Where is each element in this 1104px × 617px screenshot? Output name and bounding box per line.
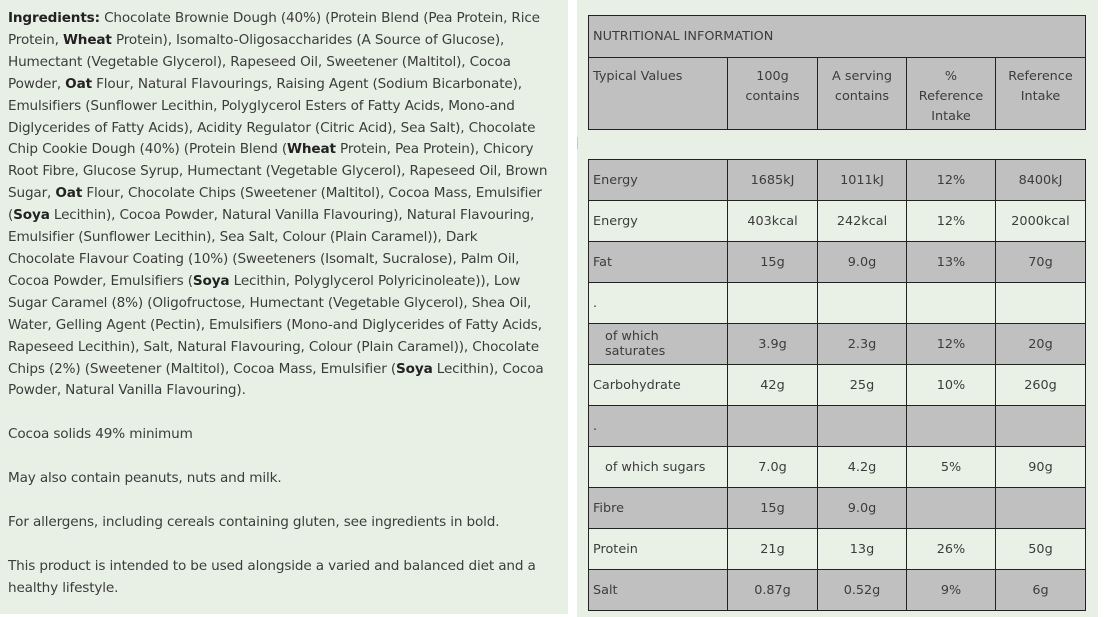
- value-serving: 242kcal: [818, 201, 907, 242]
- nutrition-row: [589, 283, 1086, 324]
- value-100g: 1685kJ: [728, 160, 818, 201]
- value-ri-pct: 5%: [907, 447, 996, 488]
- value-reference-intake: 50g: [996, 529, 1086, 570]
- nutrition-row: [589, 242, 1086, 283]
- allergens-note: For allergens, including cereals containing gluten, see ingredients in bold.: [8, 513, 500, 530]
- value-reference-intake: [996, 488, 1086, 529]
- value-100g: 3.9g: [728, 324, 818, 365]
- value-ri-pct: 10%: [907, 365, 996, 406]
- value-100g: 42g: [728, 365, 818, 406]
- value-reference-intake: 8400kJ: [996, 160, 1086, 201]
- allergen-bold: Wheat: [287, 141, 336, 158]
- value-serving: 9.0g: [818, 488, 907, 529]
- value-ri-pct: 9%: [907, 570, 996, 611]
- value-serving: [818, 406, 907, 447]
- ingredients-segment: Lecithin), Cocoa Powder, Natural Vanilla Flavouring).: [8, 360, 544, 399]
- value-100g: 403kcal: [728, 201, 818, 242]
- nutrition-row: [589, 201, 1086, 242]
- row-label: Salt: [589, 570, 728, 611]
- value-serving: 0.52g: [818, 570, 907, 611]
- header-serving: A serving contains: [818, 58, 907, 130]
- value-100g: [728, 406, 818, 447]
- ingredients-text: [8, 8, 548, 402]
- row-label: Fibre: [589, 488, 728, 529]
- value-100g: [728, 283, 818, 324]
- diet-note: This product is intended to be used alongside a varied and balanced diet and a healthy lifestyle.: [8, 557, 536, 596]
- row-label: Energy: [589, 201, 728, 242]
- value-serving: 9.0g: [818, 242, 907, 283]
- ingredients-segment: Protein), Isomalto-Oligosaccharides (A Source of Glucose), Humectant (Vegetable Glycerol), Rapeseed Oil, Sweetener (Maltitol), Cocoa Powder,: [8, 31, 511, 92]
- nutrition-table-header: [588, 15, 1086, 130]
- value-ri-pct: 12%: [907, 160, 996, 201]
- value-reference-intake: [996, 406, 1086, 447]
- allergen-bold: Soya: [396, 360, 433, 377]
- nutrition-row: [589, 488, 1086, 529]
- allergen-bold: Wheat: [62, 31, 112, 48]
- nutrition-row: [589, 406, 1086, 447]
- may-contain-note: May also contain peanuts, nuts and milk.: [8, 470, 282, 486]
- value-ri-pct: [907, 406, 996, 447]
- value-100g: 0.87g: [728, 570, 818, 611]
- nutrition-row: [589, 160, 1086, 201]
- nutrition-title: NUTRITIONAL INFORMATION: [589, 16, 1086, 58]
- value-100g: 7.0g: [728, 447, 818, 488]
- allergen-bold: Soya: [192, 272, 230, 289]
- value-ri-pct: [907, 283, 996, 324]
- value-100g: 15g: [728, 242, 818, 283]
- value-ri-pct: 13%: [907, 242, 996, 283]
- row-label: Protein: [589, 529, 728, 570]
- allergen-bold: Soya: [13, 207, 50, 224]
- value-ri-pct: 12%: [907, 201, 996, 242]
- value-reference-intake: 260g: [996, 365, 1086, 406]
- nutrition-row: [589, 447, 1086, 488]
- value-serving: 4.2g: [818, 447, 907, 488]
- ingredients-segment: Chocolate Brownie Dough (40%) (Protein Blend (Pea Protein, Rice Protein,: [8, 10, 540, 48]
- value-ri-pct: 26%: [907, 529, 996, 570]
- value-reference-intake: 20g: [996, 324, 1086, 365]
- value-reference-intake: 6g: [996, 570, 1086, 611]
- value-serving: 25g: [818, 365, 907, 406]
- value-reference-intake: 90g: [996, 447, 1086, 488]
- value-100g: 15g: [728, 488, 818, 529]
- row-label: Energy: [589, 160, 728, 201]
- value-serving: [818, 283, 907, 324]
- header-ri-pct: % Reference Intake: [907, 58, 996, 130]
- value-100g: 21g: [728, 529, 818, 570]
- value-reference-intake: 2000kcal: [996, 201, 1086, 242]
- ingredients-segment: Flour, Chocolate Chips (Sweetener (Maltitol), Cocoa Mass, Emulsifier (: [8, 185, 542, 224]
- header-100g: 100g contains: [728, 58, 818, 130]
- ingredients-segment: Lecithin), Cocoa Powder, Natural Vanilla Flavouring), Natural Flavouring, Emulsifier (Sunflower Lecithin), Sea Salt, Colour (Plain Caramel)), Dark Chocolate Flavour Coating (10%) (Sweeteners (Isomalt, Sucralose), Palm Oil, Cocoa Powder, Emulsifiers (: [8, 207, 535, 289]
- value-serving: 1011kJ: [818, 160, 907, 201]
- row-label: Fat: [589, 242, 728, 283]
- row-label: .: [589, 283, 728, 324]
- allergen-bold: Oat: [55, 185, 83, 202]
- nutrition-row: [589, 570, 1086, 611]
- ingredients-segment: Lecithin, Polyglycerol Polyricinoleate)), Low Sugar Caramel (8%) (Oligofructose, Humectant (Vegetable Glycerol), Shea Oil, Water, Gelling Agent (Pectin), Emulsifiers (Mono-and Diglycerides of Fatty Acids, Rapeseed Lecithin), Salt, Natural Flavouring, Colour (Plain Caramel)), Chocolate Chips (2%) (Sweetener (Maltitol), Cocoa Mass, Emulsifier (: [8, 272, 542, 377]
- allergen-bold: Oat: [65, 75, 92, 92]
- nutrition-row: [589, 365, 1086, 406]
- nutrition-panel: [577, 0, 1098, 617]
- value-ri-pct: 12%: [907, 324, 996, 365]
- nutrition-row: [589, 529, 1086, 570]
- row-label: of which sugars: [589, 447, 728, 488]
- row-label: of which saturates: [589, 324, 728, 365]
- header-typical-values: Typical Values: [589, 58, 728, 130]
- value-ri-pct: [907, 488, 996, 529]
- ingredients-heading: Ingredients:: [8, 10, 100, 26]
- table-gap: [577, 137, 1098, 149]
- value-serving: 13g: [818, 529, 907, 570]
- header-reference-intake: Reference Intake: [996, 58, 1086, 130]
- row-label: Carbohydrate: [589, 365, 728, 406]
- value-reference-intake: 70g: [996, 242, 1086, 283]
- value-reference-intake: [996, 283, 1086, 324]
- gap-line-left: [577, 137, 578, 149]
- nutrition-row: [589, 324, 1086, 365]
- row-label: .: [589, 406, 728, 447]
- ingredients-segment: Flour, Natural Flavourings, Raising Agent (Sodium Bicarbonate), Emulsifiers (Sunflower Lecithin, Polyglycerol Esters of Fatty Acids, Mono-and Diglycerides of Fatty Acids), Acidity Regulator (Citric Acid), Sea Salt), Chocolate Chip Cookie Dough (40%) (Protein Blend (: [8, 75, 536, 158]
- ingredients-segment: Protein, Pea Protein), Chicory Root Fibre, Glucose Syrup, Humectant (Vegetable Glycerol), Rapeseed Oil, Brown Sugar,: [8, 141, 548, 202]
- cocoa-solids-note: Cocoa solids 49% minimum: [8, 426, 193, 443]
- value-serving: 2.3g: [818, 324, 907, 365]
- nutrition-table-body: [588, 159, 1086, 611]
